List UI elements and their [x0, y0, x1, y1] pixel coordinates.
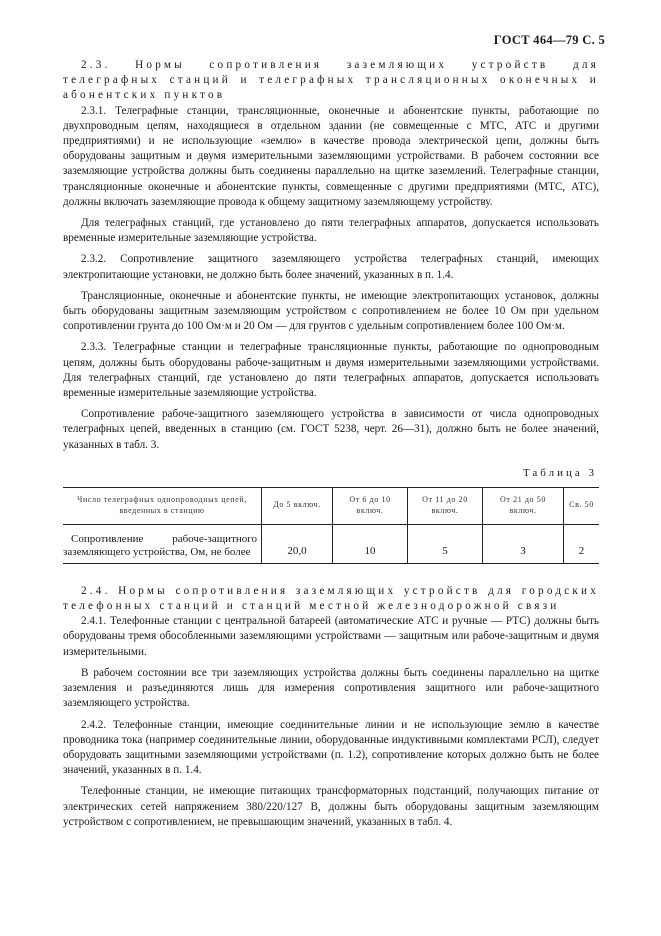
table-header-cell: От 6 до 10 включ.: [333, 487, 408, 524]
table-cell: 5: [408, 524, 483, 563]
paragraph-2-4-1: 2.4.1. Телефонные станции с центральной батареей (автоматические АТС и ручные — РТС) должны быть оборудованы тремя обособленными заземляющими устройствами — защитным или рабоче-защитным и двумя измерительными.: [63, 615, 599, 658]
paragraph-2-4-2: 2.4.2. Телефонные станции, имеющие соединительные линии и не использующие землю в качестве проводника тока (например соединительные линии, оборудованные индуктивными комплектами РСЛ), следует оборудовать защитными заземляющими устройствами (п. 1.2), сопротивление которых должно быть не более значений, указанных в п. 1.4.: [63, 718, 599, 777]
paragraph-2-3-1-note: Для телеграфных станций, где установлено до пяти телеграфных аппаратов, допускается использовать временные измерительные заземляющие устройства.: [63, 217, 599, 245]
document-body: [63, 58, 599, 830]
table-header-cell: Св. 50: [564, 487, 600, 524]
table-cell: 2: [564, 524, 600, 563]
table-header-cell: До 5 включ.: [262, 487, 333, 524]
table-cell: 10: [333, 524, 408, 563]
paragraph-2-3-3: 2.3.3. Телеграфные станции и телеграфные трансляционные пункты, работающие по однопроводным цепям, должны быть оборудованы рабоче-защитным и двумя измерительными заземляющими устройствами. Для телеграфных станций, где установлено до пяти телеграфных аппаратов, допускается использовать временные измерительные заземляющие устройства.: [63, 341, 599, 400]
paragraph-2-3-1: 2.3.1. Телеграфные станции, трансляционные, оконечные и абонентские пункты, работающие по двухпроводным цепям, находящиеся в отдельном здании (не совмещенные с МТС, АТС и другими предприятиями) и не использующие «землю» в качестве провода электрической цепи, должны быть оборудованы защитным и двумя измерительными заземляющими устройствами. В рабочем состоянии все заземляющие устройства должны быть соединены параллельно на щитке заземлений. Телеграфные станции, трансляционные оконечные и абонентские пункты, совмещенные с другими предприятиями (МТС, АТС), должны включать заземляющие провода к общему защитному заземляющему устройству.: [63, 104, 599, 208]
table-header-cell: Число телеграфных однопроводных цепей, введенных в станцию: [77, 494, 247, 515]
table-cell: 3: [483, 524, 564, 563]
table-header-cell: От 11 до 20 включ.: [408, 487, 483, 524]
section-2-3-heading: 2.3. Нормы сопротивления заземляющих устройств для телеграфных станций и телеграфных трансляционных оконечных и абонентских пунктов: [63, 59, 599, 102]
table-cell: 20,0: [262, 524, 333, 563]
section-2-4-heading: 2.4. Нормы сопротивления заземляющих устройств для городских телефонных станций и станций местной железнодорожной связи: [63, 584, 599, 613]
paragraph-2-4-1-note: В рабочем состоянии все три заземляющих устройства должны быть соединены параллельно на щитке заземления и разъединяются лишь для измерения сопротивления защитного или рабоче-защитного заземляющего устройства.: [63, 666, 599, 710]
table-header-cell: От 21 до 50 включ.: [483, 487, 564, 524]
paragraph-2-3-2: 2.3.2. Сопротивление защитного заземляющего устройства телеграфных станций, имеющих электропитающие установки, не должно быть более значений, указанных в п. 1.4.: [63, 253, 599, 281]
table-3: [63, 487, 599, 564]
page-header: ГОСТ 464—79 С. 5: [493, 33, 605, 47]
table-row: [63, 524, 599, 563]
table-row-label: Сопротивление рабоче-защитного заземляющего устройства, Ом, не более: [63, 532, 257, 558]
paragraph-2-3-3-note: Сопротивление рабоче-защитного заземляющего устройства в зависимости от числа однопроводных телеграфных цепей, введенных в станцию (см. ГОСТ 5238, черт. 26—31), должно быть не более значений, указанных в табл. 3.: [63, 408, 599, 451]
table-caption: Таблица 3: [522, 466, 597, 479]
paragraph-2-3-2-note: Трансляционные, оконечные и абонентские пункты, не имеющие электропитающих установок, должны быть оборудованы защитным заземляющим устройством с сопротивлением не более 10 Ом при удельном сопротивлении грунта до 100 Ом·м и 20 Ом — для грунтов с удельным сопротивлением более 100 Ом·м.: [63, 289, 599, 333]
paragraph-2-4-2-note: Телефонные станции, не имеющие питающих трансформаторных подстанций, получающих питание от электрических сетей напряжением 380/220/127 В, должны быть оборудованы защитным заземляющим устройством с сопротивлением, не превышающим значений, указанных в табл. 4.: [63, 785, 599, 828]
